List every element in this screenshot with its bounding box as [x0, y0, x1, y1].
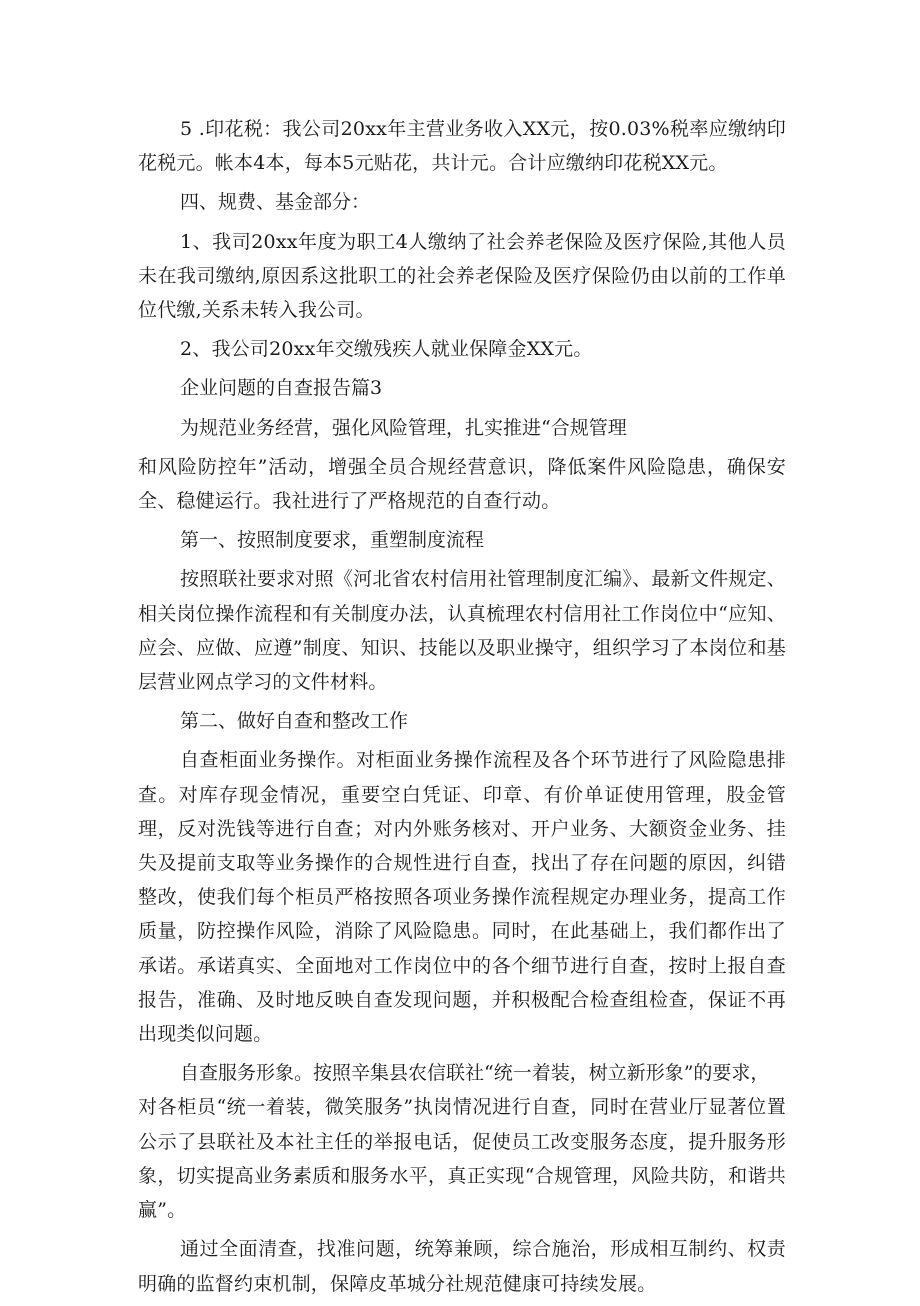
- intro-line: 为规范业务经营，强化风险管理，扎实推进“合规管理: [180, 416, 627, 439]
- report-title: 企业问题的自查报告篇3: [180, 377, 383, 400]
- second-section-heading: 第二、做好自查和整改工作: [180, 710, 409, 733]
- intro-body-paragraph: 和风险防控年”活动，增强全员合规经营意识，降低案件风险隐患，确保安全、稳健运行。我社进行了严格规范的自查行动。: [138, 455, 786, 513]
- document-body: [138, 112, 786, 1306]
- counter-check-paragraph: 自查柜面业务操作。对柜面业务操作流程及各个环节进行了风险隐患排查。对库存现金情况，重要空白凭证、印章、有价单证使用管理，股金管理，反对洗钱等进行自查；对内外账务核对、开户业务、大额资金业务、挂失及提前支取等业务操作的合规性进行自查，找出了存在问题的原因，纠错整改，使我们每个柜员严格按照各项业务操作流程规定办理业务，提高工作质量，防控操作风险，消除了风险隐患。同时，在此基础上，我们都作出了承诺。承诺真实、全面地对工作岗位中的各个细节进行自查，按时上报自查报告，准确、及时地反映自查发现问题，并积极配合检查组检查，保证不再出现类似问题。: [138, 749, 786, 1046]
- stamp-tax-paragraph: 5 .印花税：我公司20xx年主营业务收入XX元，按0.03%税率应缴纳印花税元。帐本4本，每本5元贴花，共计元。合计应缴纳印花税XX元。: [138, 118, 786, 175]
- insurance-paragraph: 1、我司20xx年度为职工4人缴纳了社会养老保险及医疗保险,其他人员未在我司缴纳,原因系这批职工的社会养老保险及医疗保险仍由以前的工作单位代缴,关系未转入我公司。: [138, 230, 786, 322]
- first-section-paragraph: 按照联社要求对照《河北省农村信用社管理制度汇编》、最新文件规定、相关岗位操作流程和有关制度办法，认真梳理农村信用社工作岗位中“应知、应会、应做、应遵”制度、知识、技能以及职业操守，组织学习了本岗位和基层营业网点学习的文件材料。: [138, 568, 786, 694]
- first-section-heading: 第一、按照制度要求，重塑制度流程: [180, 529, 485, 552]
- service-check-paragraph: 对各柜员“统一着装，微笑服务”执岗情况进行自查，同时在营业厅显著位置公示了县联社及本社主任的举报电话，促使员工改变服务态度，提升服务形象，切实提高业务素质和服务水平，真正实现“合规管理，风险共防，和谐共赢”。: [138, 1096, 786, 1222]
- service-check-line: 自查服务形象。按照辛集县农信联社“统一着装，树立新形象”的要求，: [180, 1062, 770, 1085]
- section-four-heading: 四、规费、基金部分：: [180, 191, 371, 214]
- conclusion-paragraph: 通过全面清查，找准问题，统筹兼顾，综合施治，形成相互制约、权责明确的监督约束机制，保障皮革城分社规范健康可持续发展。: [138, 1238, 786, 1295]
- disability-fund-paragraph: 2、我公司20xx年交缴残疾人就业保障金XX元。: [180, 338, 593, 361]
